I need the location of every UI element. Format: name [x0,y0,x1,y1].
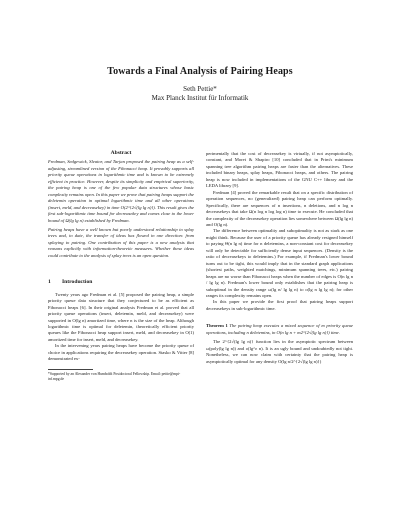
body-paragraph: The 2^{2√(lg lg n)} function lies in the asymptotic spectrum between ω(poly(lg lg n)) and o(lg^ε n). It is an ugly bound and undoubtedly not tight. Nonetheless, we can now claim with certainty that the pairing heap is asymptotically optimal for any density O(lg n/2^{2√(lg lg n)}) [206,339,353,364]
abstract-paragraph: Pairing heaps have a well known but poorly understood relationship to splay trees and, to date, the transfer of ideas has flowed in one direction: from splaying to pairing. One contribution of this paper is a new analysis that reasons explicitly with information-theoretic measures. Whether these ideas could contribute to the analysis of splay trees is an open question. [48,226,194,258]
theorem-label: Theorem 1 [206,323,228,329]
body-paragraph: Twenty years ago Fredman et al. [5] proposed the pairing heap, a simple priority queue data structure that they conjectured to be as efficient as Fibonacci heaps [6]. In their original analysis Fredman et al. proved that all priority queue operations (insert, deletemin, meld, and decreasekey) were supported in O(lg n) amortized time, where n is the size of the heap. Although logarithmic time is optimal for deletemin, theoretically efficient priority queues like the Fibonacci heap support insert, meld, and decreasekey in O(1) amortized time for insert, meld, and decreasekey. [48,291,194,342]
author-name: Seth Pettie* [183,85,217,93]
author-affiliation: Max Planck Institut für Informatik [151,94,249,102]
footnote-divider [48,369,93,370]
section-number: 1 [48,279,51,286]
body-paragraph: The difference between optimality and suboptimality is not as stark as one might think. Because the user of a priority queue has already resigned himself to paying Θ(n lg n) time for n deletemins, a non-constant cost for decreasekey will only be detectable for sufficiently dense input sequences. (Density is the ratio of decreasekeys to deletemins.) For example, if Fredman's lower bound turns out to be tight, this would imply that in the standard graph applications (shortest paths, weighted matchings, minimum spanning trees, etc.) pairing heaps are no worse than Fibonacci heaps when the number of edges is O(n lg n / lg lg n). Fredman's lower bound only establishes that the pairing heap is suboptimal in the density range ω(lg n/ lg lg n) to o(lg n lg lg n); for other ranges its complexity remains open. [206,228,353,298]
theorem-statement: The pairing heap executes a mixed sequence of m priority queue operations, including n deletemins, in O(n lg n + m2^{2√(lg lg n)}) time. [206,323,353,335]
body-paragraph: In this paper we provide the first proof that pairing heaps support decreasekeys in sub-logarithmic time. [206,299,353,311]
author-block [0,85,400,103]
section-heading [48,279,194,285]
body-paragraph: In the intervening years pairing heaps have become the priority queue of choice in applications requiring the decreasekey operation. Stasko & Vitter [8] demonstrated ex- [48,343,194,362]
right-column [206,151,353,365]
abstract-heading: Abstract [110,150,132,156]
abstract-body [48,159,194,259]
body-paragraph: Fredman [4] proved the remarkable result that on a specific distribution of operation sequences, no (generalized) pairing heap can perform optimally. Specifically, there are sequences of n insertions, n deletions, and n log n decreasekeys that take Ω(n log n log log n) time to execute. He concluded that the complexity of the decreasekey operation lies somewhere between Ω(lg lg n) and O(lg n). [206,189,353,227]
paper-title: Towards a Final Analysis of Pairing Heaps [107,66,293,77]
footnote: *Supported by an Alexander von Humboldt Postdoctoral Fellowship. Email: pettie@mpi-inf.mpg.de [48,371,181,381]
theorem-block [206,323,353,365]
section-title: Introduction [62,279,93,286]
left-column [48,150,194,382]
abstract-paragraph: Fredman, Sedgewick, Sleator, and Tarjan proposed the pairing heap as a self-adjusting, streamlined version of the Fibonacci heap. It provably supports all priority queue operations in logarithmic time and is known to be extremely efficient in practice. However, despite its simplicity and empirical superiority, the pairing heap is one of the few popular data structures whose basic complexity remains open. In this paper we prove that pairing heaps support the deletemin operation in optimal logarithmic time and all other operations (insert, meld, and decreasekey) in time O(2^{2√(lg lg n)}). This result gives the first sub-logarithmic time bound for decreasekey and comes close to the lower bound of Ω(lg lg n) established by Fredman. [48,159,195,223]
body-paragraph: perimentally that the cost of decreasekey is virtually, if not asymptotically, constant, and Moret & Shapiro [10] concluded that in Prim's minimum spanning tree algorithm pairing heaps are faster than the alternatives. These included binary heaps, splay heaps, Fibonacci heaps, and others. The pairing heap is now included in implementations of the GNU C++ library and the LEDA library [9]. [206,151,353,189]
